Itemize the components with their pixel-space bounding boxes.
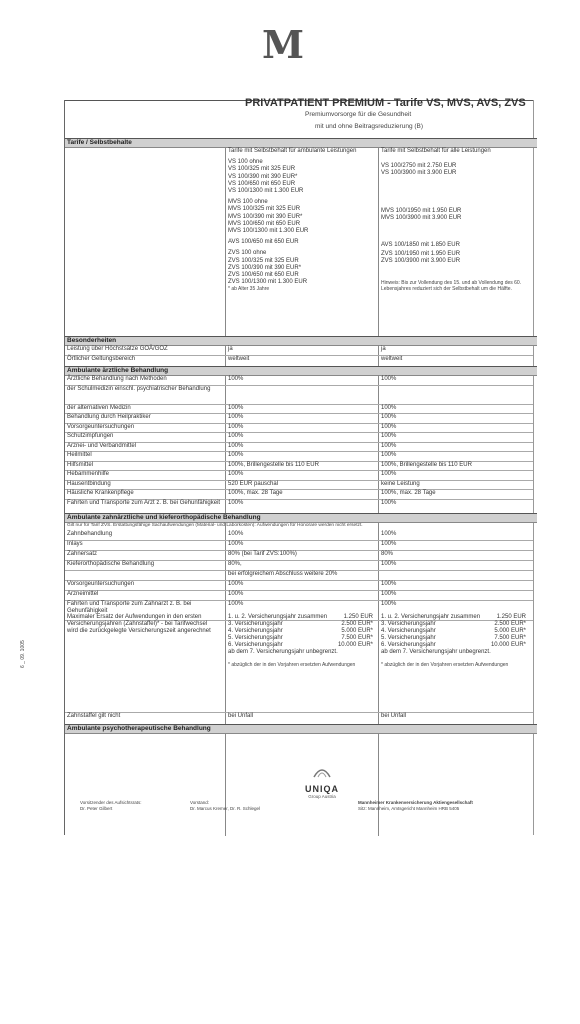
row-value-2: bei Unfall [381, 713, 407, 719]
staffel-item [228, 635, 373, 642]
row-label: Schutzimpfungen [67, 433, 114, 439]
tariff-col-ambulant [228, 148, 373, 292]
zahnstaffel-col-2 [381, 614, 526, 668]
section-besonderheiten [65, 336, 537, 346]
staffel-year: 1. u. 2. Versicherungsjahr zusammen [228, 614, 328, 620]
tariff-item: AVS 100/1850 mit 1.850 EUR [381, 242, 460, 249]
tariff-item: ZVS 100 ohne [228, 250, 267, 257]
footer-board [190, 800, 260, 811]
footer-text: Vorsitzender des Aufsichtsrats: [80, 800, 142, 805]
footer-text: Mannheimer Krankenversicherung Aktiengesellschaft [358, 800, 473, 805]
staffel-item [228, 649, 373, 656]
staffel-item [381, 621, 526, 628]
row-value-1: 100% [228, 499, 244, 506]
row-value-2: 80% [381, 551, 394, 557]
staffel-item [228, 628, 373, 635]
row-label: Hebammenhilfe [67, 471, 110, 477]
row-value-2: weltweit [381, 356, 403, 362]
row-label: Leistung über Höchstsätze GOÄ/GOZ [67, 346, 168, 352]
row-label: Häusliche Krankenpflege [67, 490, 134, 496]
table-row [65, 346, 533, 355]
row-value-2: 100% [381, 499, 397, 506]
row-label: Örtlicher Geltungsbereich [67, 356, 136, 362]
staffel-year: 1. u. 2. Versicherungsjahr zusammen [381, 614, 481, 620]
tariff-item: MVS 100/650 mit 650 EUR [228, 220, 301, 227]
zahnstaffel-col-1 [228, 614, 373, 668]
footer-text: Dr. Peter Gilbert [80, 805, 113, 811]
row-value-1: 520 EUR pauschal [228, 480, 279, 487]
staffel-item [228, 642, 373, 649]
row-value-2: 100% [381, 423, 397, 430]
tariff-item: VS 100 ohne [228, 159, 263, 166]
row-label: Hilfsmittel [67, 461, 94, 468]
row-value-2: 100% [381, 414, 397, 420]
row-label: der Schulmedizin einschl. psychiatrischer Behandlung [67, 385, 211, 392]
staffel-amount: 1.250 EUR [496, 614, 526, 620]
company-logo: M [262, 22, 305, 67]
tariff-item: ZVS 100/390 mit 390 EUR* [228, 264, 302, 271]
row-label: Fahrten und Transporte zum Arzt z. B. bei Gehunfähigkeit [67, 499, 221, 506]
tariff-item: MVS 100/325 mit 325 EUR [228, 206, 301, 213]
tariff-group-mvs [228, 199, 373, 235]
tariff-item: AVS 100/650 mit 650 EUR [228, 239, 299, 246]
row-value-1: 100% [228, 404, 244, 411]
row-value-1: 100%, Brillengestelle bis 110 EUR [228, 461, 319, 468]
row-value-1: 100% [228, 531, 244, 537]
staffel-amount: 5.000 EUR* [341, 628, 373, 634]
row-value-2: 100% [381, 376, 397, 382]
staffel-item [381, 628, 526, 635]
staffel-amount: 1.250 EUR [343, 614, 373, 620]
row-value-2: 100%, Brillengestelle bis 110 EUR [381, 461, 472, 468]
tariff-col-all [381, 148, 529, 292]
staffel-year: 4. Versicherungsjahr [228, 628, 283, 634]
row-value-2: 100% [381, 561, 397, 567]
footer-company [358, 800, 473, 811]
tariff-item: ZVS 100/1300 mit 1.300 EUR [228, 279, 308, 286]
tariff-item: VS 100/1300 mit 1.300 EUR [228, 188, 304, 195]
row-value-1: 100% [228, 541, 244, 547]
footer-text: Vorstand: [190, 800, 210, 805]
row-value-1: 100% [228, 433, 244, 439]
staffel-year: 3. Versicherungsjahr [228, 621, 283, 627]
footer-supervisory [80, 800, 142, 811]
row-label: Inlays [67, 541, 83, 547]
row-label: Hausentbindung [67, 480, 111, 487]
staffel-amount: 2.500 EUR* [341, 621, 373, 627]
tariff-item: VS 100/3900 mit 3.900 EUR [381, 170, 457, 177]
row-value-2: ja [381, 346, 386, 352]
tariff-item: VS 100/2750 mit 2.750 EUR [381, 163, 457, 170]
document-title: PRIVATPATIENT PREMIUM - Tarife VS, MVS, AVS, ZVS [245, 97, 526, 109]
row-value-1: 100%, max. 28 Tage [228, 490, 283, 496]
tariff-footnote: * ab Alter 35 Jahre [228, 286, 270, 293]
row-value-2: keine Leistung [381, 480, 420, 487]
tariff-col-head: Tarife mit Selbstbehalt für ambulante Leistungen [228, 148, 357, 154]
staffel-item [381, 614, 526, 621]
row-value-1: 100% [228, 423, 244, 430]
tariff-document [64, 97, 534, 835]
row-value-1: 100% [228, 581, 244, 587]
document-subtitle-2: mit und ohne Beitragsreduzierung (B) [315, 123, 424, 130]
tariff-item: MVS 100/1950 mit 1.950 EUR [381, 207, 462, 214]
staffel-amount: 2.500 EUR* [494, 621, 526, 627]
tariff-item: ZVS 100/1950 mit 1.950 EUR [381, 251, 461, 258]
section-label: Tarife / Selbstbehalte [67, 139, 132, 146]
row-value-1: weltweit [228, 356, 250, 362]
staffel-amount: 7.500 EUR* [494, 635, 526, 641]
row-label: Zahnstaffel gilt nicht [67, 713, 121, 719]
tariff-item: ZVS 100/3900 mit 3.900 EUR [381, 258, 461, 265]
staffel-item [228, 614, 373, 621]
row-value-2: 100% [381, 601, 397, 607]
section-ambulant [65, 366, 537, 376]
row-value-1: ja [228, 346, 233, 352]
row-label: Arzneimittel [67, 591, 99, 597]
row-value-2: 100% [381, 581, 397, 587]
footer-text: Dr. Marcus Kremer, Dr. R. Schlegel [190, 805, 261, 811]
staffel-note: * abzüglich der in den Vorjahren ersetzten Aufwendungen [381, 662, 509, 668]
staffel-amount: 10.000 EUR* [337, 642, 373, 648]
section-label: Besonderheiten [67, 337, 117, 344]
row-label: Heilmittel [67, 452, 92, 458]
row-label: Vorsorgeuntersuchungen [67, 423, 135, 430]
side-code: 6 _ 09. 1005 [20, 640, 26, 668]
section-label: Ambulante psychotherapeutische Behandlung [67, 725, 211, 732]
staffel-item [381, 649, 526, 656]
row-value-1: 100% [228, 601, 244, 607]
staffel-year: ab dem 7. Versicherungsjahr unbegrenzt. [228, 649, 338, 655]
row-value-2: 100% [381, 541, 397, 547]
row-value-1: bei erfolgreichem Abschluss weitere 20% [228, 571, 338, 577]
staffel-item [381, 642, 526, 649]
row-value-1: bei Unfall [228, 713, 254, 719]
row-label: Ärztliche Behandlung nach Methoden [67, 376, 167, 382]
staffel-item [381, 635, 526, 642]
tariff-item: VS 100/325 mit 325 EUR [228, 166, 296, 173]
uniqa-logo-icon [312, 765, 332, 779]
zahnstaffel-row [65, 614, 533, 704]
row-value-2: 100% [381, 471, 397, 477]
staffel-year: 6. Versicherungsjahr [381, 642, 436, 648]
zahnstaffel-label: Maximaler Ersatz der Aufwendungen in den ersten Versicherungsjahren (Zahnstaffel)* - bei Tarifwechsel wird die zurückgelegte Versicherungszeit angerechnet [67, 614, 211, 634]
row-value-1: 100% [228, 471, 244, 477]
section-label: Ambulante ärztliche Behandlung [67, 367, 169, 374]
row-label: Zahnersatz [67, 551, 98, 557]
staffel-year: 3. Versicherungsjahr [381, 621, 436, 627]
tariff-item: ZVS 100/650 mit 650 EUR [228, 272, 299, 279]
tariff-item: MVS 100/3900 mit 3.900 EUR [381, 214, 462, 221]
row-value-1: 100% [228, 442, 244, 449]
table-row [65, 386, 533, 405]
section-label: Ambulante zahnärztliche und kieferorthopädische Behandlung [67, 514, 261, 521]
brand-group: Group Austria [308, 794, 336, 799]
tariff-col-head: Tarife mit Selbstbehalt für alle Leistungen [381, 148, 491, 154]
document-subtitle: Premiumvorsorge für die Gesundheit [305, 111, 412, 118]
tariff-item: VS 100/650 mit 650 EUR [228, 180, 296, 187]
section-note: Gilt nur für Tarif ZVS. Erstattungsfähige Sachaufwendungen (Material- und Laborkosten): Aufwendungen für Honorare werden nicht ersetzt. [67, 523, 363, 528]
row-label: Fahrten und Transporte zum Zahnarzt z. B. bei Gehunfähigkeit [67, 601, 192, 614]
tariff-item: MVS 100/1300 mit 1.300 EUR [228, 228, 309, 235]
tariff-item: MVS 100 ohne [228, 199, 268, 206]
document-header [65, 97, 533, 139]
section-psycho [65, 724, 537, 734]
tariff-item: VS 100/390 mit 390 EUR* [228, 173, 298, 180]
tariff-item: MVS 100/390 mit 390 EUR* [228, 213, 303, 220]
staffel-note: * abzüglich der in den Vorjahren ersetzten Aufwendungen [228, 662, 356, 668]
staffel-amount: 5.000 EUR* [494, 628, 526, 634]
tariff-item: ZVS 100/325 mit 325 EUR [228, 257, 299, 264]
tariff-group-vs [228, 159, 373, 195]
table-row [65, 713, 533, 722]
staffel-amount: 7.500 EUR* [341, 635, 373, 641]
row-value-2: 100% [381, 442, 397, 449]
section-tarife [65, 138, 537, 148]
row-label: Vorsorgeuntersuchungen [67, 581, 135, 587]
staffel-year: ab dem 7. Versicherungsjahr unbegrenzt. [381, 649, 491, 655]
brand-name: UNIQA [305, 784, 339, 794]
row-value-2: 100% [381, 433, 397, 439]
staffel-year: 5. Versicherungsjahr [381, 635, 436, 641]
tariff-note: Hinweis: Bis zur Vollendung des 15. und ab Vollendung des 60. Lebensjahres reduziert sich der Selbstbehalt um die Hälfte. [381, 279, 522, 292]
footer-text: Sitz: Mannheim, Amtsgericht Mannheim HRB 5405 [358, 805, 460, 811]
footer-brand [292, 765, 352, 799]
staffel-year: 6. Versicherungsjahr [228, 642, 283, 648]
row-value-2: 100% [381, 404, 397, 411]
row-label: der alternativen Medizin [67, 404, 131, 411]
row-value-1: 100% [228, 591, 244, 597]
section-zahn [65, 513, 537, 523]
row-value-2: 100% [381, 591, 397, 597]
staffel-year: 5. Versicherungsjahr [228, 635, 283, 641]
row-label: Kieferorthopädische Behandlung [67, 561, 155, 567]
row-value-1: 100% [228, 452, 244, 458]
row-value-2: 100% [381, 531, 397, 537]
row-value-1: 80%, [228, 561, 242, 567]
staffel-amount: 10.000 EUR* [490, 642, 526, 648]
row-label: Arznei- und Verbandmittel [67, 442, 137, 449]
row-value-2: 100%, max. 28 Tage [381, 490, 436, 496]
row-value-1: 100% [228, 376, 244, 382]
row-label: Zahnbehandlung [67, 531, 113, 537]
table-row [65, 356, 533, 365]
tariff-group-zvs [228, 250, 373, 292]
staffel-year: 4. Versicherungsjahr [381, 628, 436, 634]
row-label: Behandlung durch Heilpraktiker [67, 414, 151, 420]
row-value-1: 80% (bei Tarif ZVS:100%) [228, 551, 297, 557]
staffel-item [228, 621, 373, 628]
row-value-2: 100% [381, 452, 397, 458]
row-value-1: 100% [228, 414, 244, 420]
